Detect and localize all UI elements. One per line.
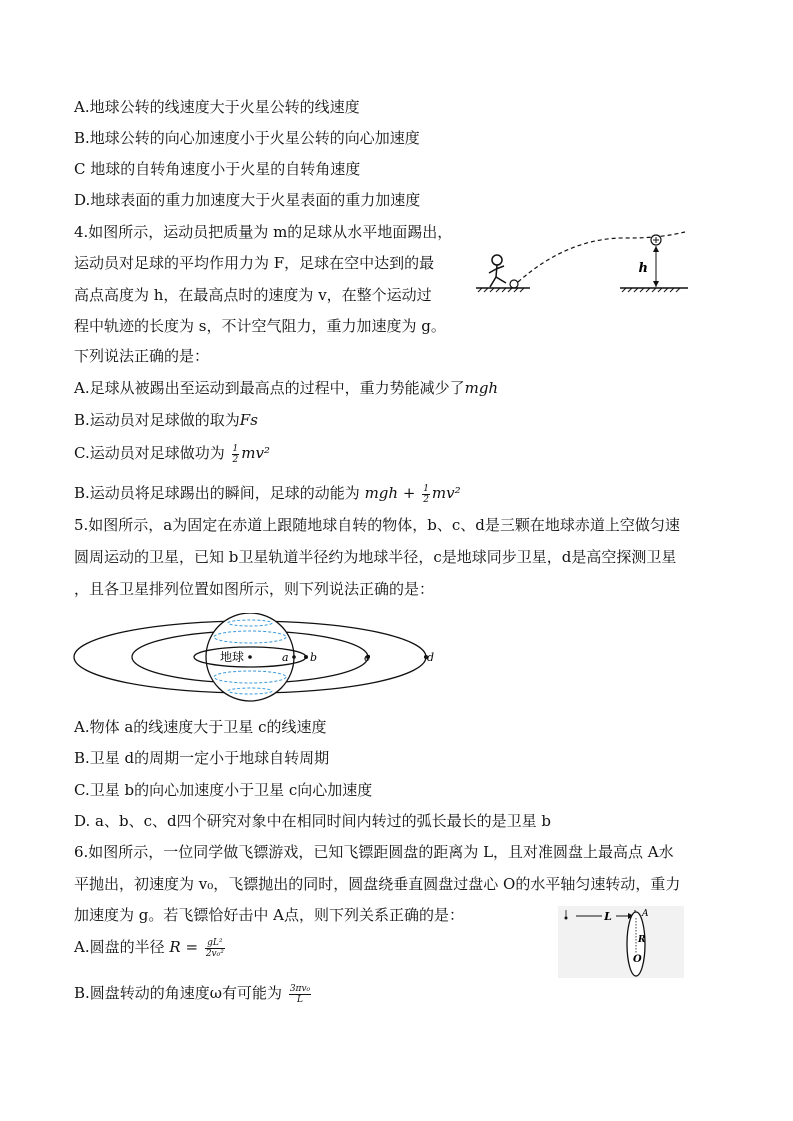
earth-label: 地球 [220, 650, 245, 664]
label-d: d [427, 651, 435, 664]
label-b: b [310, 651, 318, 664]
fraction: $\frac{\text{gL²}}{\text{2v₀²}}$ [205, 937, 224, 959]
q3-option-a: A.地球公转的线速度大于火星公转的线速度 [74, 98, 360, 116]
q3-option-d: D.地球表面的重力加速度大于火星表面的重力加速度 [74, 191, 421, 209]
q4-option-b: B.运动员对足球做的取为Fs [74, 411, 258, 429]
center-label: O [633, 954, 642, 965]
q5-stem-line2: 圆周运动的卫星，已知 b卫星轨道半径约为地球半径，c是地球同步卫星，d是高空探测卫星 [74, 548, 677, 566]
label-c: c [364, 651, 371, 664]
fraction: $\frac{1}{2}$ [423, 483, 429, 505]
q3-option-b: B.地球公转的向心加速度小于火星公转的向心加速度 [74, 129, 420, 147]
football-figure [470, 226, 692, 302]
q5-option-d: D. a、b、c、d四个研究对象中在相同时间内转过的弧长最长的是卫星 b [74, 812, 551, 830]
q6-option-b: B.圆盘转动的角速度ω有可能为 $\frac{\text{3πv₀}}{L}$ [74, 983, 311, 1005]
q6-option-a: A.圆盘的半径 R = $\frac{\text{gL²}}{\text{2v₀²}}$ [74, 937, 224, 959]
q5-option-c: C.卫星 b的向心加速度小于卫星 c向心加速度 [74, 781, 373, 799]
q3-option-c: C 地球的自转角速度小于火星的自转角速度 [74, 160, 361, 178]
ball-start-icon [510, 280, 518, 288]
satellite-b-dot [304, 655, 308, 659]
dart-figure [556, 904, 686, 980]
q5-stem-line3: ，且各卫星排列位置如图所示，则下列说法正确的是： [74, 580, 435, 598]
q4-stem-line5: 下列说法正确的是： [74, 347, 210, 365]
q4-option-d: B.运动员将足球踢出的瞬间，足球的动能为 mgh + $\frac{1}{2}$ mv² [74, 483, 461, 505]
q4-stem-line3: 高点高度为 h，在最高点时的速度为 v，在整个运动过 [74, 286, 432, 304]
q4-stem-line1: 4.如图所示，运动员把质量为 m的足球从水平地面踢出， [74, 223, 453, 241]
q5-stem-line1: 5.如图所示，a为固定在赤道上跟随地球自转的物体，b、c、d是三颗在地球赤道上空做匀速 [74, 516, 680, 534]
orbit-figure [70, 613, 450, 707]
label-a: a [282, 651, 289, 664]
radius-label: R [638, 935, 646, 945]
q4-stem-line4: 程中轨迹的长度为 s，不计空气阻力，重力加速度为 g。 [74, 317, 446, 335]
q4-stem-line2: 运动员对足球的平均作用力为 F，足球在空中达到的最 [74, 254, 435, 272]
q6-stem-line3: 加速度为 g。若飞镖恰好击中 A点，则下列关系正确的是： [74, 906, 464, 924]
q6-stem-line1: 6.如图所示，一位同学做飞镖游戏，已知飞镖距圆盘的距离为 L，且对准圆盘上最高点 A水 [74, 843, 674, 861]
q4-option-c: C.运动员对足球做功为 $\frac{1}{2}$ mv² [74, 443, 270, 465]
q6-stem-line2: 平抛出，初速度为 v₀，飞镖抛出的同时，圆盘绕垂直圆盘过盘心 O的水平轴匀速转动，重力 [74, 875, 681, 893]
height-label: h [638, 261, 648, 276]
fraction: $\frac{1}{2}$ [232, 443, 239, 465]
object-a-dot [292, 655, 296, 659]
q5-option-a: A.物体 a的线速度大于卫星 c的线速度 [74, 718, 327, 736]
distance-label: L [604, 910, 612, 923]
player-icon [489, 255, 506, 287]
q5-option-b: B.卫星 d的周期一定小于地球自转周期 [74, 749, 330, 767]
point-a-label: A [642, 909, 649, 919]
fraction: $\frac{\text{3πv₀}}{L}$ [289, 983, 311, 1005]
q4-option-a: A.足球从被踢出至运动到最高点的过程中，重力势能减少了mgh [74, 379, 499, 397]
